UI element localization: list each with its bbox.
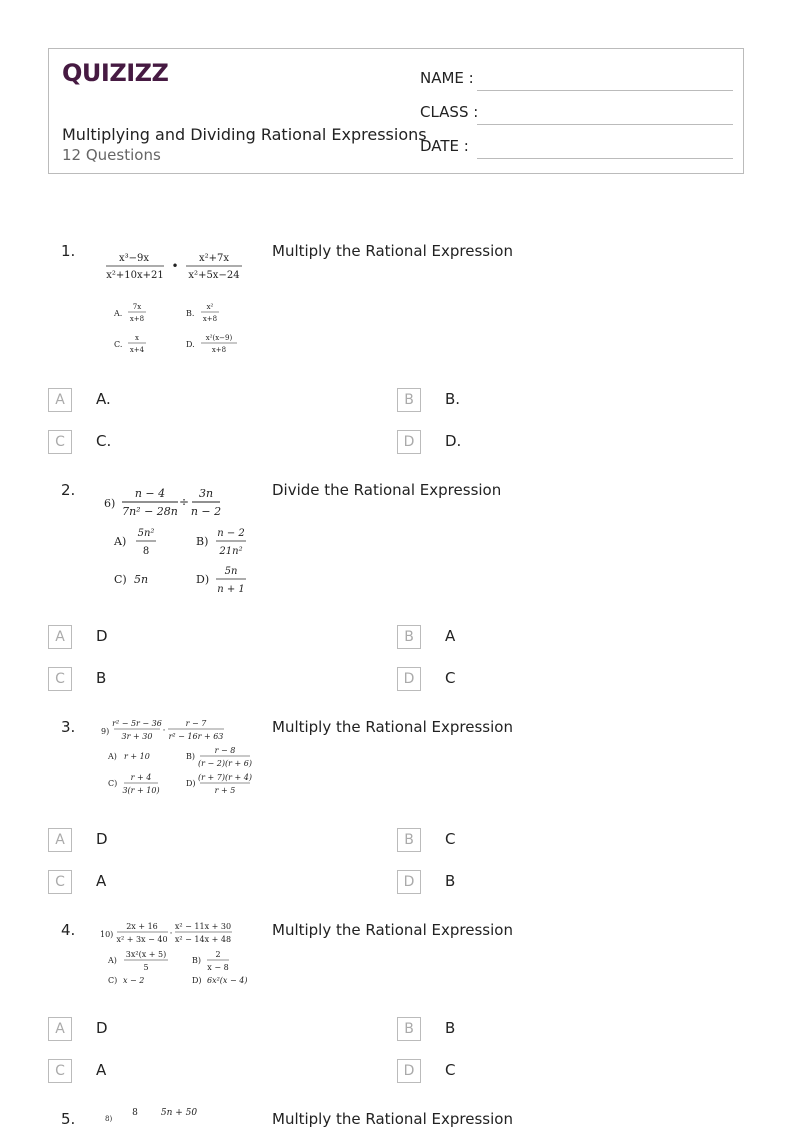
option-text: A [445,627,456,645]
q4-choice-c-label: C) [108,976,118,985]
option-text: C. [96,432,112,450]
option-text: B [445,872,456,890]
q3-operator: · [162,726,166,736]
q1-choice-c-den: x+4 [129,346,145,354]
option-letter-box[interactable]: B [397,828,421,852]
question-2-expression-image [100,483,260,601]
class-line[interactable] [477,124,733,125]
q4-problem-label: 10) [100,930,114,939]
option-letter-box[interactable]: A [48,625,72,649]
option-text: D [96,830,108,848]
question-3-expression-image [100,714,260,806]
question-number: 4. [61,921,76,939]
q2-choice-a-num: 5n² [137,528,155,539]
option-text: D [96,627,108,645]
date-field[interactable] [420,137,733,161]
q3-denominator-2: r² − 16r + 63 [168,732,224,741]
question-text: Multiply the Rational Expression [272,921,513,939]
q2-choice-c-value: 5n [134,573,149,586]
q2-operator: ÷ [178,495,190,509]
option-text: D [96,1019,108,1037]
option-text: B [445,1019,456,1037]
q4-operator: · [169,929,173,939]
q4-choice-b-den: x − 8 [207,963,229,972]
q1-choice-a-label: A. [114,309,123,318]
option-letter-box[interactable]: B [397,388,421,412]
name-line[interactable] [477,90,733,91]
q5-problem-label: 8) [105,1115,113,1123]
q3-choice-d-num: (r + 7)(r + 4) [198,773,252,782]
q3-numerator-2: r − 7 [185,719,207,728]
date-label: DATE : [420,137,469,155]
q1-choice-b-num: x² [206,303,214,311]
q4-choice-a-label: A) [108,956,117,965]
question-count: 12 Questions [62,146,161,164]
name-field[interactable] [420,69,733,93]
option-letter-box[interactable]: B [397,1017,421,1041]
q4-denominator-1: x² + 3x − 40 [116,935,168,944]
quizizz-logo: QUIZIZZ [62,59,169,87]
q4-choice-d-label: D) [192,976,202,985]
option-letter-box[interactable]: A [48,1017,72,1041]
question-text: Multiply the Rational Expression [272,1110,513,1128]
q3-choice-b-den: (r − 2)(r + 6) [198,759,252,768]
option-letter-box[interactable]: B [397,625,421,649]
q2-choice-d-den: n + 1 [217,584,245,595]
q4-choice-d-value: 6x²(x − 4) [207,976,248,985]
name-label: NAME : [420,69,474,87]
option-text: C [445,669,456,687]
q3-choice-c-label: C) [108,779,118,788]
class-label: CLASS : [420,103,479,121]
question-4-expression-image [100,917,260,993]
q3-denominator-1: 3r + 30 [121,732,153,741]
q5-numerator-2: 5n + 50 [160,1108,198,1118]
q1-choice-a-den: x+8 [129,315,145,323]
option-letter-box[interactable]: C [48,870,72,894]
q4-choice-a-num: 3x²(x + 5) [125,950,167,959]
q2-problem-label: 6) [104,497,116,510]
q3-choice-a-value: r + 10 [124,752,150,761]
q1-choice-d-label: D. [186,340,195,349]
question-text: Divide the Rational Expression [272,481,502,499]
q2-choice-c-label: C) [114,573,127,586]
option-text: D. [445,432,462,450]
q1-operator: • [171,259,179,273]
q2-choice-d-label: D) [196,573,210,586]
q3-choice-c-num: r + 4 [130,773,152,782]
q4-choice-c-value: x − 2 [123,976,145,985]
q2-choice-a-label: A) [114,535,127,548]
question-1-expression-image [100,246,260,358]
q4-choice-b-num: 2 [215,950,221,959]
q1-choice-b-label: B. [186,309,195,318]
q4-numerator-2: x² − 11x + 30 [174,922,232,931]
option-letter-box[interactable]: C [48,430,72,454]
q3-choice-a-label: A) [108,752,117,761]
q2-choice-b-label: B) [196,535,209,548]
option-text: B. [445,390,461,408]
question-number: 5. [61,1110,76,1128]
q1-choice-a-num: 7x [132,303,142,311]
question-number: 3. [61,718,76,736]
option-letter-box[interactable]: D [397,1059,421,1083]
option-text: C [445,1061,456,1079]
option-letter-box[interactable]: C [48,1059,72,1083]
option-letter-box[interactable]: D [397,870,421,894]
q3-numerator-1: r² − 5r − 36 [112,719,162,728]
option-text: B [96,669,107,687]
q1-choice-c-label: C. [114,340,123,349]
q1-choice-b-den: x+8 [202,315,218,323]
q1-denominator-2: x²+5x−24 [188,270,240,281]
q5-numerator-1: 8 [132,1108,138,1118]
option-letter-box[interactable]: D [397,430,421,454]
option-text: A. [96,390,111,408]
q2-numerator-2: 3n [198,487,214,500]
date-line[interactable] [477,158,733,159]
option-text: A [96,872,107,890]
q4-choice-b-label: B) [192,956,201,965]
q2-choice-a-den: 8 [142,546,150,557]
question-number: 2. [61,481,76,499]
q3-choice-d-label: D) [186,779,196,788]
q2-denominator-2: n − 2 [190,505,222,518]
q4-denominator-2: x² − 14x + 48 [174,935,232,944]
option-text: C [445,830,456,848]
q4-numerator-1: 2x + 16 [126,922,158,931]
q3-choice-c-den: 3(r + 10) [122,786,160,795]
question-text: Multiply the Rational Expression [272,718,513,736]
option-letter-box[interactable]: C [48,667,72,691]
q1-choice-c-num: x [135,334,139,342]
option-letter-box[interactable]: A [48,388,72,412]
q3-choice-b-label: B) [186,752,195,761]
q2-choice-d-num: 5n [224,566,238,577]
worksheet-title: Multiplying and Dividing Rational Expressions [62,125,427,144]
q2-choice-b-num: n − 2 [217,528,245,539]
worksheet-header [48,48,744,174]
q1-choice-d-num: x²(x−9) [205,334,233,342]
question-number: 1. [61,242,76,260]
option-text: A [96,1061,107,1079]
question-5-expression-image [100,1104,260,1123]
q3-choice-b-num: r − 8 [214,746,236,755]
class-field[interactable] [420,103,733,127]
option-letter-box[interactable]: A [48,828,72,852]
q3-choice-d-den: r + 5 [214,786,236,795]
question-text: Multiply the Rational Expression [272,242,513,260]
q4-choice-a-den: 5 [143,963,149,972]
q1-choice-d-den: x+8 [211,346,227,354]
q1-numerator-1: x³−9x [118,253,150,264]
q2-numerator-1: n − 4 [134,487,166,500]
q1-numerator-2: x²+7x [198,253,230,264]
option-letter-box[interactable]: D [397,667,421,691]
q3-problem-label: 9) [101,727,110,736]
q2-choice-b-den: 21n² [219,546,243,557]
q1-denominator-1: x²+10x+21 [106,270,164,281]
q2-denominator-1: 7n² − 28n [122,505,178,518]
